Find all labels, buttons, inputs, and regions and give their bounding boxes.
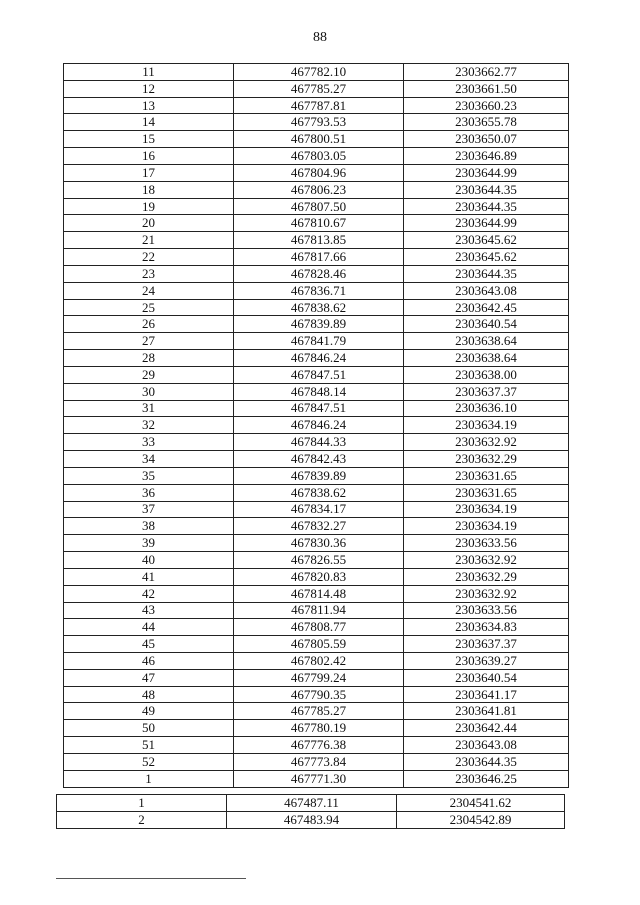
x-coordinate-cell: 467830.36 [234,535,404,552]
y-coordinate-cell: 2303636.10 [404,400,569,417]
y-coordinate-cell: 2303650.07 [404,131,569,148]
table-row [64,131,569,148]
point-number-cell: 35 [64,467,234,484]
y-coordinate-cell: 2303643.08 [404,282,569,299]
point-number-cell: 48 [64,686,234,703]
y-coordinate-cell: 2303661.50 [404,80,569,97]
table-row [64,535,569,552]
point-number-cell: 1 [64,770,234,787]
point-number-cell: 46 [64,652,234,669]
y-coordinate-cell: 2303632.29 [404,568,569,585]
x-coordinate-cell: 467846.24 [234,350,404,367]
table-row [64,585,569,602]
y-coordinate-cell: 2303632.92 [404,552,569,569]
table-row [64,434,569,451]
point-number-cell: 19 [64,198,234,215]
x-coordinate-cell: 467807.50 [234,198,404,215]
point-number-cell: 14 [64,114,234,131]
table-row [64,501,569,518]
table-row [64,400,569,417]
point-number-cell: 44 [64,619,234,636]
table-row [64,602,569,619]
table-row [64,451,569,468]
point-number-cell: 43 [64,602,234,619]
point-number-cell: 51 [64,737,234,754]
y-coordinate-cell: 2303631.65 [404,467,569,484]
coordinates-table-second [56,794,565,829]
x-coordinate-cell: 467803.05 [234,148,404,165]
y-coordinate-cell: 2303641.17 [404,686,569,703]
point-number-cell: 27 [64,333,234,350]
y-coordinate-cell: 2303638.64 [404,350,569,367]
point-number-cell: 26 [64,316,234,333]
table-row [64,720,569,737]
y-coordinate-cell: 2303634.19 [404,417,569,434]
y-coordinate-cell: 2303633.56 [404,602,569,619]
y-coordinate-cell: 2303637.37 [404,383,569,400]
x-coordinate-cell: 467800.51 [234,131,404,148]
y-coordinate-cell: 2303660.23 [404,97,569,114]
y-coordinate-cell: 2303642.44 [404,720,569,737]
x-coordinate-cell: 467839.89 [234,316,404,333]
table-row [64,114,569,131]
point-number-cell: 25 [64,299,234,316]
table-row [64,97,569,114]
table-row [64,652,569,669]
table-row [64,686,569,703]
x-coordinate-cell: 467814.48 [234,585,404,602]
x-coordinate-cell: 467808.77 [234,619,404,636]
y-coordinate-cell: 2303644.35 [404,198,569,215]
table-row [64,249,569,266]
y-coordinate-cell: 2303642.45 [404,299,569,316]
point-number-cell: 31 [64,400,234,417]
x-coordinate-cell: 467846.24 [234,417,404,434]
point-number-cell: 18 [64,181,234,198]
table-row [64,636,569,653]
y-coordinate-cell: 2303634.19 [404,501,569,518]
x-coordinate-cell: 467847.51 [234,366,404,383]
point-number-cell: 33 [64,434,234,451]
x-coordinate-cell: 467820.83 [234,568,404,585]
x-coordinate-cell: 467847.51 [234,400,404,417]
point-number-cell: 42 [64,585,234,602]
y-coordinate-cell: 2303644.35 [404,265,569,282]
x-coordinate-cell: 467483.94 [227,812,397,829]
table-row [64,467,569,484]
x-coordinate-cell: 467802.42 [234,652,404,669]
table-row [64,484,569,501]
point-number-cell: 11 [64,64,234,81]
table-row [64,753,569,770]
coordinates-table [63,63,569,788]
y-coordinate-cell: 2303644.99 [404,164,569,181]
x-coordinate-cell: 467771.30 [234,770,404,787]
point-number-cell: 34 [64,451,234,468]
x-coordinate-cell: 467810.67 [234,215,404,232]
table-row [64,316,569,333]
x-coordinate-cell: 467834.17 [234,501,404,518]
point-number-cell: 22 [64,249,234,266]
point-number-cell: 16 [64,148,234,165]
table-row [57,812,565,829]
x-coordinate-cell: 467785.27 [234,703,404,720]
x-coordinate-cell: 467793.53 [234,114,404,131]
table-row [64,619,569,636]
y-coordinate-cell: 2303644.35 [404,181,569,198]
x-coordinate-cell: 467787.81 [234,97,404,114]
point-number-cell: 15 [64,131,234,148]
y-coordinate-cell: 2303632.29 [404,451,569,468]
point-number-cell: 20 [64,215,234,232]
point-number-cell: 37 [64,501,234,518]
table-row [64,417,569,434]
point-number-cell: 41 [64,568,234,585]
table-row [64,770,569,787]
page-number: 88 [313,30,327,45]
table-row [64,181,569,198]
point-number-cell: 39 [64,535,234,552]
y-coordinate-cell: 2303662.77 [404,64,569,81]
x-coordinate-cell: 467828.46 [234,265,404,282]
table-row [64,64,569,81]
x-coordinate-cell: 467804.96 [234,164,404,181]
point-number-cell: 21 [64,232,234,249]
x-coordinate-cell: 467799.24 [234,669,404,686]
point-number-cell: 38 [64,518,234,535]
y-coordinate-cell: 2303638.64 [404,333,569,350]
table-row [64,80,569,97]
point-number-cell: 40 [64,552,234,569]
point-number-cell: 2 [57,812,227,829]
x-coordinate-cell: 467806.23 [234,181,404,198]
point-number-cell: 24 [64,282,234,299]
y-coordinate-cell: 2303646.89 [404,148,569,165]
table-row [64,198,569,215]
x-coordinate-cell: 467844.33 [234,434,404,451]
table-row [64,265,569,282]
x-coordinate-cell: 467813.85 [234,232,404,249]
table-row [64,366,569,383]
y-coordinate-cell: 2303639.27 [404,652,569,669]
y-coordinate-cell: 2303633.56 [404,535,569,552]
table-row [64,669,569,686]
point-number-cell: 47 [64,669,234,686]
x-coordinate-cell: 467790.35 [234,686,404,703]
table-row [64,148,569,165]
footnote-divider [56,878,246,879]
point-number-cell: 36 [64,484,234,501]
point-number-cell: 23 [64,265,234,282]
y-coordinate-cell: 2303641.81 [404,703,569,720]
table-row [64,215,569,232]
table-row [64,350,569,367]
y-coordinate-cell: 2303640.54 [404,669,569,686]
table-row [64,232,569,249]
y-coordinate-cell: 2303644.99 [404,215,569,232]
y-coordinate-cell: 2303644.35 [404,753,569,770]
x-coordinate-cell: 467773.84 [234,753,404,770]
x-coordinate-cell: 467817.66 [234,249,404,266]
x-coordinate-cell: 467841.79 [234,333,404,350]
x-coordinate-cell: 467832.27 [234,518,404,535]
x-coordinate-cell: 467780.19 [234,720,404,737]
y-coordinate-cell: 2304542.89 [397,812,565,829]
y-coordinate-cell: 2303638.00 [404,366,569,383]
table-row [57,795,565,812]
x-coordinate-cell: 467776.38 [234,737,404,754]
y-coordinate-cell: 2303631.65 [404,484,569,501]
y-coordinate-cell: 2303634.83 [404,619,569,636]
point-number-cell: 29 [64,366,234,383]
y-coordinate-cell: 2303632.92 [404,585,569,602]
y-coordinate-cell: 2303643.08 [404,737,569,754]
point-number-cell: 28 [64,350,234,367]
x-coordinate-cell: 467487.11 [227,795,397,812]
table-row [64,333,569,350]
x-coordinate-cell: 467782.10 [234,64,404,81]
table-row [64,568,569,585]
point-number-cell: 45 [64,636,234,653]
x-coordinate-cell: 467811.94 [234,602,404,619]
y-coordinate-cell: 2303637.37 [404,636,569,653]
x-coordinate-cell: 467838.62 [234,299,404,316]
point-number-cell: 52 [64,753,234,770]
x-coordinate-cell: 467848.14 [234,383,404,400]
x-coordinate-cell: 467785.27 [234,80,404,97]
y-coordinate-cell: 2303646.25 [404,770,569,787]
y-coordinate-cell: 2303634.19 [404,518,569,535]
table-row [64,518,569,535]
y-coordinate-cell: 2304541.62 [397,795,565,812]
table-row [64,737,569,754]
y-coordinate-cell: 2303640.54 [404,316,569,333]
table-row [64,383,569,400]
point-number-cell: 13 [64,97,234,114]
x-coordinate-cell: 467842.43 [234,451,404,468]
y-coordinate-cell: 2303655.78 [404,114,569,131]
point-number-cell: 30 [64,383,234,400]
point-number-cell: 12 [64,80,234,97]
table-row [64,282,569,299]
x-coordinate-cell: 467839.89 [234,467,404,484]
point-number-cell: 49 [64,703,234,720]
x-coordinate-cell: 467838.62 [234,484,404,501]
table-row [64,703,569,720]
x-coordinate-cell: 467805.59 [234,636,404,653]
point-number-cell: 1 [57,795,227,812]
y-coordinate-cell: 2303645.62 [404,249,569,266]
point-number-cell: 50 [64,720,234,737]
point-number-cell: 17 [64,164,234,181]
y-coordinate-cell: 2303645.62 [404,232,569,249]
table-row [64,164,569,181]
x-coordinate-cell: 467836.71 [234,282,404,299]
table-row [64,552,569,569]
x-coordinate-cell: 467826.55 [234,552,404,569]
point-number-cell: 32 [64,417,234,434]
table-row [64,299,569,316]
y-coordinate-cell: 2303632.92 [404,434,569,451]
